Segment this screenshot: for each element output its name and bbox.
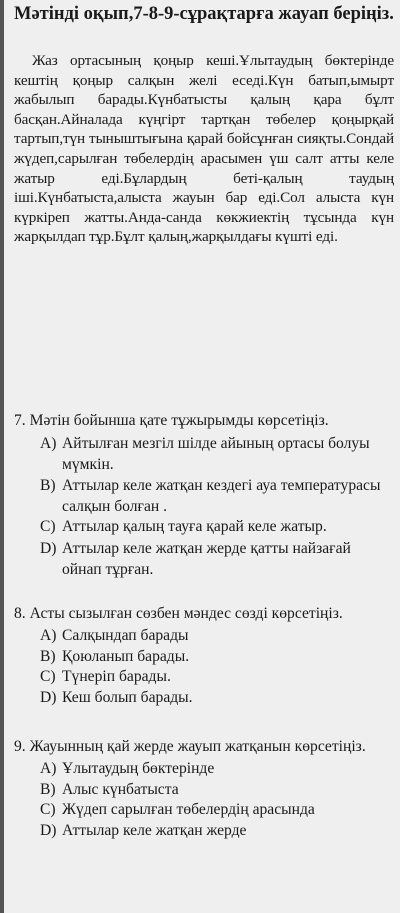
- question-8: [14, 604, 394, 708]
- page-title: Мәтінді оқып,7-8-9-сұрақтарға жауап беріңіз.: [14, 4, 394, 24]
- question-9: [14, 737, 394, 841]
- option-letter: C): [40, 518, 56, 535]
- option-letter: A): [40, 627, 57, 644]
- answer-option-c[interactable]: [14, 667, 394, 688]
- question-stem: 9. Жауынның қай жерде жауып жатқанын көрсетіңіз.: [14, 738, 366, 755]
- option-text: Ұлытаудың бөктерінде: [62, 760, 215, 777]
- option-letter: B): [40, 477, 56, 494]
- answer-options: [14, 759, 394, 841]
- answer-option-a[interactable]: [14, 626, 394, 647]
- option-text: Қоюланып барады.: [62, 647, 190, 665]
- option-letter: B): [40, 647, 56, 665]
- option-text: Аттылар келе жатқан жерде: [62, 821, 247, 839]
- option-letter: C): [40, 801, 56, 818]
- option-text: Салқындап барады: [62, 627, 189, 644]
- option-letter: C): [40, 668, 56, 685]
- option-letter: D): [40, 539, 57, 557]
- option-letter: D): [40, 821, 57, 839]
- answer-option-d[interactable]: [14, 538, 394, 580]
- answer-option-a[interactable]: [14, 759, 394, 780]
- option-letter: A): [40, 435, 57, 452]
- answer-option-c[interactable]: [14, 800, 394, 821]
- option-text: Алыс күнбатыста: [62, 780, 179, 798]
- option-letter: D): [40, 688, 57, 706]
- option-text: Аттылар қалың тауға қарай келе жатыр.: [62, 518, 327, 535]
- question-7: [14, 411, 394, 580]
- reading-passage: Жаз ортасының қоңыр кеші.Ұлытаудың бөктерінде кештің қоңыр салқын желі еседі.Күн батып,ымырт жабылып барады.Күнбатысты қалың қара бұлт басқан.Айналада күңгірт тартқан төбелер қоңырқай тартып,түн тыныштығына қарай бойсұнған сияқты.Сондай жүдеп,сарылған төбелердің арасымен үш салт атты келе жатыр еді.Бұлардың беті-қалың таудың іші.Күнбатыста,алыста жауын бар еді.Сол алыста күн күркіреп жатты.Анда-санда көкжиектің тұсында күн жарқылдап тұр.Бұлт қалың,жарқылдағы күшті еді.: [14, 52, 394, 246]
- option-text: Аттылар келе жатқан жерде қатты найзағай ойнап тұрған.: [62, 539, 351, 578]
- option-text: Жүдеп сарылған төбелердің арасында: [62, 801, 315, 818]
- answer-option-d[interactable]: [14, 688, 394, 709]
- answer-option-b[interactable]: [14, 475, 394, 517]
- option-text: Түнеріп барады.: [62, 668, 171, 685]
- answer-option-b[interactable]: [14, 647, 394, 668]
- answer-options: [14, 626, 394, 708]
- answer-option-a[interactable]: [14, 433, 394, 475]
- question-stem: 8. Асты сызылған сөзбен мәндес сөзді көрсетіңіз.: [14, 605, 343, 622]
- question-stem: 7. Мәтін бойынша қате тұжырымды көрсетіңіз.: [14, 412, 329, 429]
- answer-option-d[interactable]: [14, 821, 394, 842]
- option-text: Кеш болып барады.: [62, 688, 193, 706]
- answer-options: [14, 433, 394, 580]
- option-text: Айтылған мезгіл шілде айының ортасы болуы мүмкін.: [62, 435, 370, 473]
- option-letter: A): [40, 760, 57, 777]
- answer-option-b[interactable]: [14, 780, 394, 801]
- answer-option-c[interactable]: [14, 517, 394, 538]
- option-letter: B): [40, 780, 56, 798]
- option-text: Аттылар келе жатқан кездегі ауа температурасы салқын болған .: [62, 477, 381, 515]
